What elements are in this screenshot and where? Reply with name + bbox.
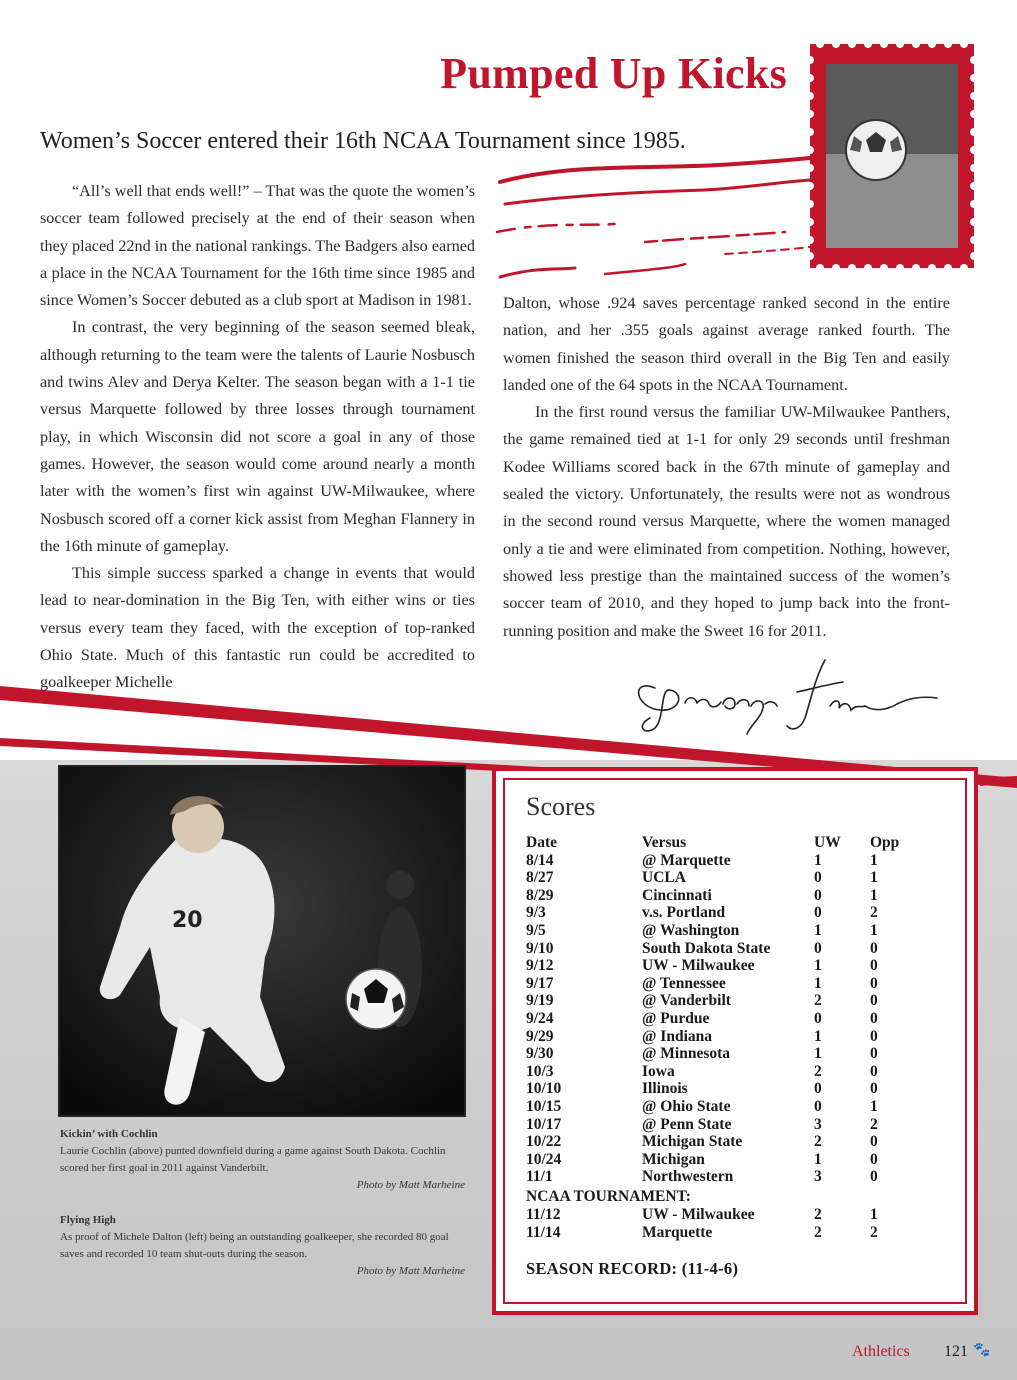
cell-opp-score: 0 xyxy=(870,974,878,992)
article-column-right xyxy=(503,290,950,645)
cell-versus: UW - Milwaukee xyxy=(642,957,755,975)
article-paragraph: “All’s well that ends well!” – That was the quote the women’s soccer team followed precisely at the end of their season when they placed 22nd in the national rankings. The Badgers also earned a place in the NCAA Tournament for the 16th time since 1985 and since Women’s Soccer debuted as a club sport at Madison in 1981. xyxy=(40,182,475,310)
table-header-row xyxy=(526,834,930,852)
tournament-label: NCAA TOURNAMENT: xyxy=(526,1188,691,1205)
cell-opp-score: 0 xyxy=(870,1062,878,1080)
cell-versus: Michigan State xyxy=(642,1133,743,1151)
cell-versus: @ Ohio State xyxy=(642,1097,731,1115)
page-number: 121 xyxy=(944,1343,968,1360)
cell-uw-score: 3 xyxy=(814,1115,822,1133)
cell-date: 8/27 xyxy=(526,869,554,887)
cell-uw-score: 2 xyxy=(814,1223,822,1241)
scores-title: Scores xyxy=(526,792,596,821)
cell-opp-score: 0 xyxy=(870,939,878,957)
footer-section-label: Athletics xyxy=(852,1343,910,1360)
page-subtitle: Women’s Soccer entered their 16th NCAA Tournament since 1985. xyxy=(40,128,686,154)
table-row xyxy=(526,957,930,975)
table-row xyxy=(526,975,930,993)
cell-versus: v.s. Portland xyxy=(642,904,726,922)
soccer-player-photo xyxy=(58,765,466,1117)
cell-versus: @ Washington xyxy=(642,921,740,939)
table-row xyxy=(526,1133,930,1151)
cell-opp-score: 1 xyxy=(870,851,878,869)
tournament-rows xyxy=(526,1206,930,1241)
cell-date: 8/14 xyxy=(526,851,554,869)
cell-date: 10/3 xyxy=(526,1062,554,1080)
cell-versus: @ Penn State xyxy=(642,1115,732,1133)
column-header-date: Date xyxy=(526,834,557,851)
season-record: SEASON RECORD: (11-4-6) xyxy=(526,1259,739,1278)
table-row xyxy=(526,904,930,922)
cell-versus: @ Purdue xyxy=(642,1009,710,1027)
cell-date: 9/17 xyxy=(526,974,554,992)
cell-versus: Northwestern xyxy=(642,1168,734,1186)
cell-date: 11/12 xyxy=(526,1206,561,1223)
cell-date: 9/5 xyxy=(526,921,546,939)
cell-versus: @ Vanderbilt xyxy=(642,992,731,1010)
cell-opp-score: 0 xyxy=(870,1168,878,1186)
paw-icon: 🐾 xyxy=(973,1343,991,1358)
cell-uw-score: 2 xyxy=(814,992,822,1010)
cell-opp-score: 1 xyxy=(870,886,878,904)
cell-date: 11/1 xyxy=(526,1168,553,1186)
regular-season-rows xyxy=(526,852,930,1186)
cell-date: 9/29 xyxy=(526,1027,554,1045)
tournament-table xyxy=(526,1206,930,1241)
table-row xyxy=(526,1168,930,1186)
cell-uw-score: 2 xyxy=(814,1062,822,1080)
postmark-lines xyxy=(495,152,815,282)
photo-caption xyxy=(60,1126,465,1194)
cell-date: 8/29 xyxy=(526,886,554,904)
cell-versus: Illinois xyxy=(642,1080,688,1098)
cell-uw-score: 1 xyxy=(814,974,822,992)
cell-uw-score: 1 xyxy=(814,1027,822,1045)
caption-text: Laurie Cochlin (above) punted downfield during a game against South Dakota. Cochlin scored her first goal in 2011 against Vanderbilt. xyxy=(60,1145,446,1174)
cell-versus: Iowa xyxy=(642,1062,675,1080)
cell-opp-score: 1 xyxy=(870,1206,878,1223)
cell-uw-score: 0 xyxy=(814,1080,822,1098)
cell-versus: @ Indiana xyxy=(642,1027,712,1045)
table-row xyxy=(526,1010,930,1028)
cell-date: 9/30 xyxy=(526,1045,554,1063)
cell-versus: UW - Milwaukee xyxy=(642,1206,755,1223)
cell-opp-score: 2 xyxy=(870,1223,878,1241)
photo-credit: Photo by Matt Marheine xyxy=(356,1265,465,1277)
photo-caption xyxy=(60,1212,465,1280)
table-row xyxy=(526,1116,930,1134)
cell-date: 10/17 xyxy=(526,1115,562,1133)
table-row xyxy=(526,940,930,958)
article-paragraph: In contrast, the very beginning of the season seemed bleak, although returning to the team were the talents of Laurie Nosbusch and twins Alev and Derya Kelter. The season began with a 1-1 tie versus Marquette followed by three losses through tournament play, in which Wisconsin did not score a goal in any of those games. However, the season would come around nearly a month later with the women’s first win against UW-Milwaukee, where Nosbusch scored off a corner kick assist from Meghan Flannery in the 16th minute of gameplay. xyxy=(40,318,475,555)
table-row xyxy=(526,852,930,870)
cell-versus: Marquette xyxy=(642,1223,713,1241)
column-header-opp: Opp xyxy=(870,834,900,851)
table-row xyxy=(526,922,930,940)
table-row xyxy=(526,992,930,1010)
cell-versus: UCLA xyxy=(642,869,686,887)
cell-versus: South Dakota State xyxy=(642,939,771,957)
cell-uw-score: 1 xyxy=(814,851,822,869)
caption-title: Kickin’ with Cochlin xyxy=(60,1128,158,1140)
cell-uw-score: 1 xyxy=(814,921,822,939)
postage-stamp-graphic xyxy=(806,40,978,272)
page-title: Pumped Up Kicks xyxy=(440,49,787,98)
cell-versus: @ Minnesota xyxy=(642,1045,731,1063)
table-row xyxy=(526,887,930,905)
cell-date: 10/10 xyxy=(526,1080,562,1098)
table-row xyxy=(526,1028,930,1046)
cell-uw-score: 2 xyxy=(814,1133,822,1151)
cell-uw-score: 3 xyxy=(814,1168,822,1186)
article-paragraph: In the first round versus the familiar UW-Milwaukee Panthers, the game remained tied at 1-1 for only 29 seconds until freshman Kodee Williams scored back in the 67th minute of gameplay and sealed the victory. Unfortunately, the results were not as wondrous in the second round versus Marquette, where the women managed only a tie and were eliminated from competition. Nothing, however, showed less prestige than the maintained success of the women’s soccer team of 2010, and they hoped to jump back into the front-running position and make the Sweet 16 for 2011. xyxy=(503,403,950,640)
cell-uw-score: 0 xyxy=(814,869,822,887)
cell-opp-score: 1 xyxy=(870,1097,878,1115)
article-paragraph: This simple success sparked a change in events that would lead to near-domination in the Big Ten, with either wins or ties versus every team they faced, with the exception of top-ranked Ohio State. Much of this fantastic run could be accredited to goalkeeper Michelle xyxy=(40,564,475,692)
table-row xyxy=(526,1224,930,1242)
cell-date: 9/19 xyxy=(526,992,554,1010)
cell-opp-score: 2 xyxy=(870,1115,878,1133)
cell-uw-score: 2 xyxy=(814,1206,822,1223)
cell-versus: Michigan xyxy=(642,1150,705,1168)
cell-date: 10/22 xyxy=(526,1133,562,1151)
cell-opp-score: 0 xyxy=(870,1150,878,1168)
article-column-left xyxy=(40,178,475,697)
column-header-versus: Versus xyxy=(642,834,687,851)
article-paragraph: Dalton, whose .924 saves percentage ranked second in the entire nation, and her .355 goals against average ranked fourth. The women finished the season third overall in the Big Ten and easily landed one of the 64 spots in the NCAA Tournament. xyxy=(503,294,950,394)
cell-opp-score: 0 xyxy=(870,1080,878,1098)
cell-date: 11/14 xyxy=(526,1223,561,1241)
caption-title: Flying High xyxy=(60,1214,116,1226)
table-row xyxy=(526,1080,930,1098)
table-row xyxy=(526,1063,930,1081)
cell-date: 9/10 xyxy=(526,939,554,957)
scores-table xyxy=(526,834,930,1186)
cell-opp-score: 1 xyxy=(870,869,878,887)
jersey-number: 20 xyxy=(172,908,203,933)
table-row xyxy=(526,1098,930,1116)
cell-date: 10/15 xyxy=(526,1097,562,1115)
cell-uw-score: 0 xyxy=(814,1009,822,1027)
cell-uw-score: 0 xyxy=(814,886,822,904)
photo-credit: Photo by Matt Marheine xyxy=(356,1179,465,1191)
cell-date: 9/3 xyxy=(526,904,546,922)
cell-uw-score: 0 xyxy=(814,1097,822,1115)
cell-date: 9/12 xyxy=(526,957,554,975)
cell-opp-score: 0 xyxy=(870,1009,878,1027)
cell-opp-score: 0 xyxy=(870,992,878,1010)
author-signature xyxy=(625,648,945,738)
cell-uw-score: 0 xyxy=(814,904,822,922)
cell-uw-score: 1 xyxy=(814,957,822,975)
cell-date: 10/24 xyxy=(526,1150,562,1168)
cell-versus: @ Marquette xyxy=(642,851,731,869)
cell-uw-score: 1 xyxy=(814,1045,822,1063)
cell-opp-score: 0 xyxy=(870,957,878,975)
table-row xyxy=(526,1206,930,1224)
column-header-uw: UW xyxy=(814,834,841,851)
cell-versus: @ Tennessee xyxy=(642,974,726,992)
cell-versus: Cincinnati xyxy=(642,886,712,904)
cell-opp-score: 0 xyxy=(870,1027,878,1045)
cell-opp-score: 0 xyxy=(870,1045,878,1063)
caption-text: As proof of Michele Dalton (left) being an outstanding goalkeeper, she recorded 80 goal saves and recorded 10 team shut-outs during the season. xyxy=(60,1231,449,1260)
cell-opp-score: 2 xyxy=(870,904,878,922)
cell-date: 9/24 xyxy=(526,1009,554,1027)
table-row xyxy=(526,1151,930,1169)
table-row xyxy=(526,1045,930,1063)
table-row xyxy=(526,869,930,887)
cell-uw-score: 1 xyxy=(814,1150,822,1168)
cell-uw-score: 0 xyxy=(814,939,822,957)
cell-opp-score: 1 xyxy=(870,921,878,939)
cell-opp-score: 0 xyxy=(870,1133,878,1151)
